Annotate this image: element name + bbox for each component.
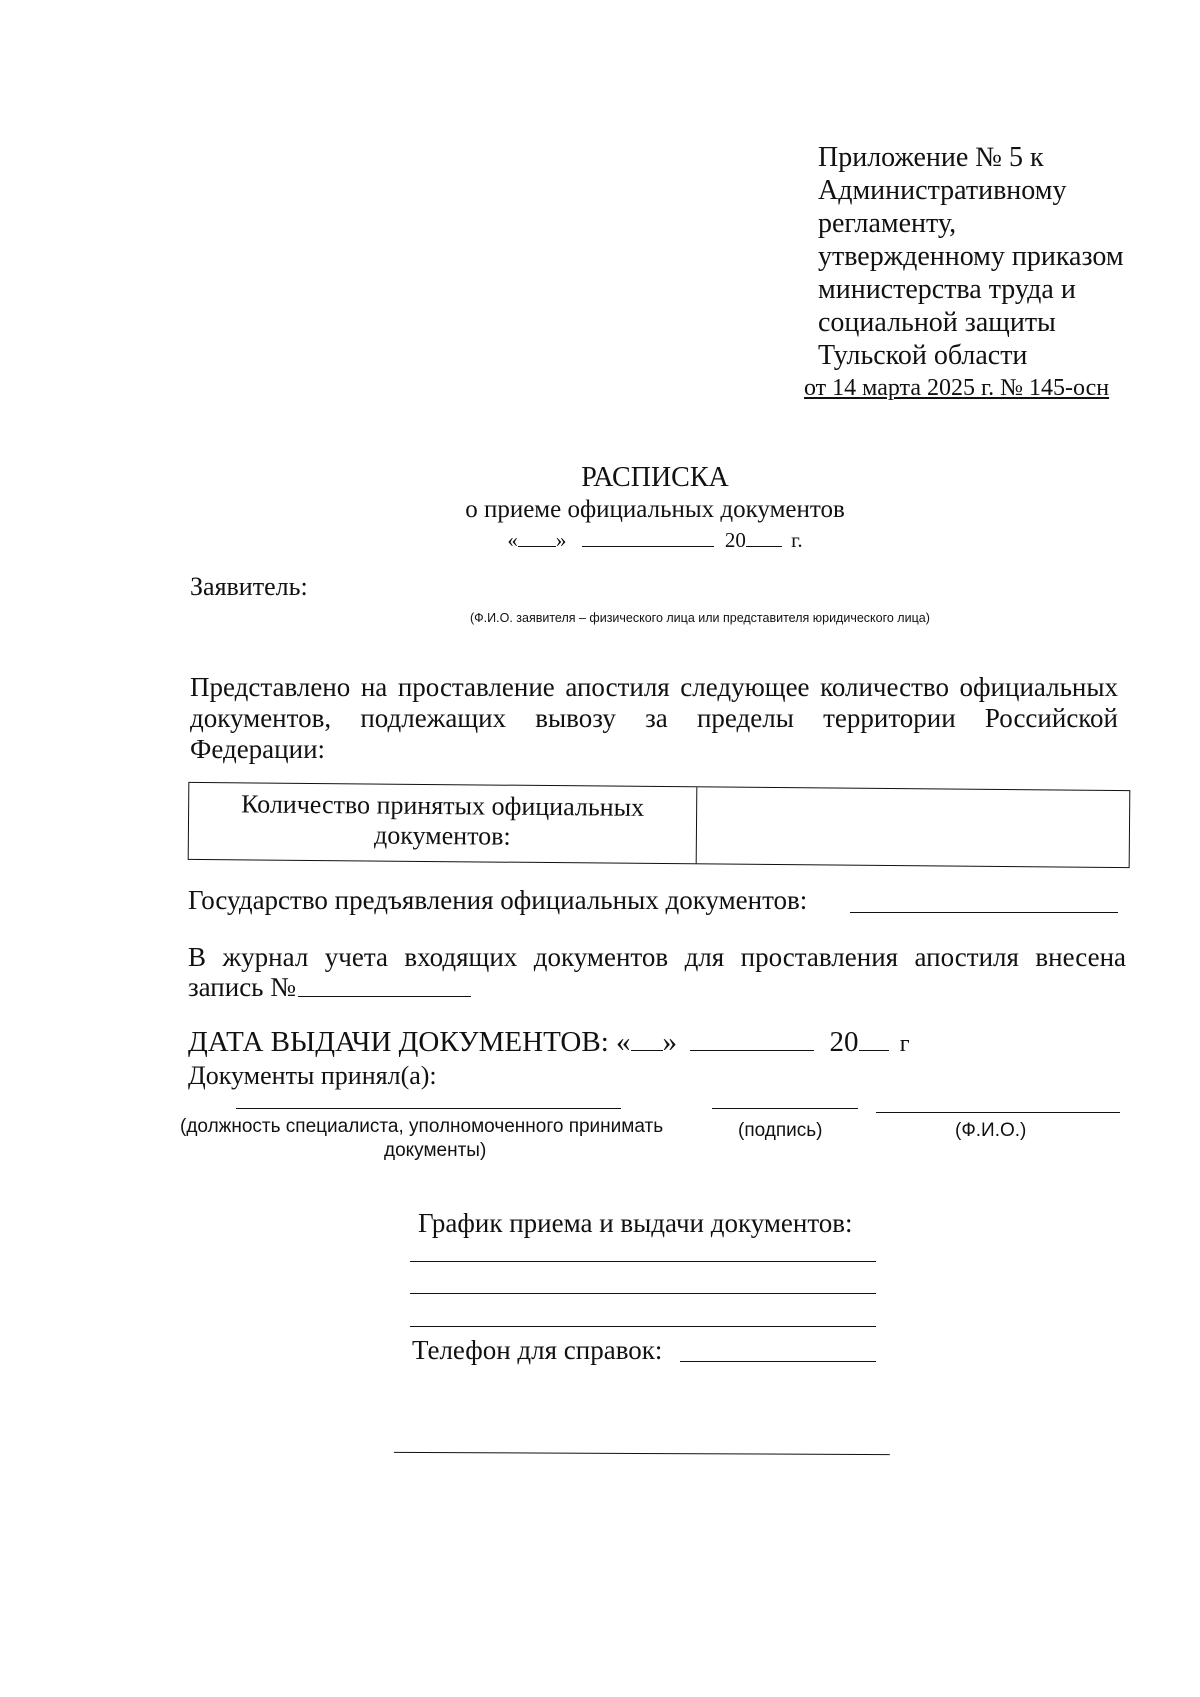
documents-count-value[interactable] — [697, 787, 1130, 867]
appendix-line: Тульской области — [818, 340, 1028, 371]
journal-line: В журнал учета входящих документов для проставления апостиля внесена — [188, 942, 1126, 972]
issue-year-blank[interactable] — [859, 1028, 889, 1051]
schedule-blank-1[interactable] — [410, 1261, 876, 1262]
appendix-block — [818, 141, 1124, 372]
journal-entry-blank[interactable] — [298, 996, 471, 997]
journal-entry-label: запись № — [188, 972, 296, 1002]
document-subtitle: о приеме официальных документов — [465, 496, 845, 523]
issue-date: ДАТА ВЫДАЧИ ДОКУМЕНТОВ: « » 20 г — [188, 1026, 910, 1058]
issue-month-blank[interactable] — [690, 1028, 814, 1051]
phone-label: Телефон для справок: — [412, 1335, 663, 1365]
appendix-line: Приложение № 5 к — [818, 142, 1044, 173]
name-caption: (Ф.И.О.) — [955, 1120, 1027, 1141]
appendix-line: министерства труда и — [818, 274, 1076, 305]
appendix-line: утвержденному приказом — [818, 241, 1124, 272]
phone-blank[interactable] — [680, 1361, 876, 1362]
accepted-label: Документы принял(а): — [188, 1061, 437, 1090]
applicant-hint: (Ф.И.О. заявителя – физического лица или представителя юридического лица) — [470, 611, 930, 625]
signature-blank[interactable] — [712, 1108, 858, 1109]
position-blank[interactable] — [236, 1108, 621, 1109]
state-blank[interactable] — [850, 912, 1118, 913]
day-blank[interactable] — [518, 527, 556, 547]
applicant-label: Заявитель: — [190, 572, 308, 601]
appendix-line: регламенту, — [818, 208, 957, 239]
schedule-blank-2[interactable] — [410, 1293, 876, 1294]
state-label: Государство предъявления официальных документов: — [188, 885, 808, 915]
submission-paragraph: Представлено на проставление апостиля следующее количество официальных документов, подлежащих вывозу за пределы территории Российской Федерации: — [190, 672, 1118, 764]
year-blank[interactable] — [746, 527, 782, 547]
position-caption-cont: документы) — [384, 1140, 487, 1161]
schedule-blank-3[interactable] — [410, 1326, 876, 1327]
signature-caption: (подпись) — [738, 1120, 823, 1141]
position-caption: (должность специалиста, уполномоченного принимать — [180, 1116, 664, 1137]
document-title: РАСПИСКА — [581, 462, 729, 493]
receipt-date-line: « » 20 г. — [507, 528, 803, 552]
documents-count-table — [188, 782, 1131, 868]
appendix-line: Административному — [818, 175, 1067, 206]
bottom-line — [394, 1452, 890, 1455]
schedule-label: График приема и выдачи документов: — [418, 1208, 853, 1238]
issue-day-blank[interactable] — [631, 1028, 663, 1051]
name-blank[interactable] — [876, 1112, 1120, 1113]
month-blank[interactable] — [582, 527, 714, 547]
documents-count-label: Количество принятых официальных документов: — [189, 783, 698, 863]
appendix-date: от 14 марта 2025 г. № 145-осн — [804, 375, 1110, 401]
appendix-line: социальной защиты — [818, 307, 1056, 338]
